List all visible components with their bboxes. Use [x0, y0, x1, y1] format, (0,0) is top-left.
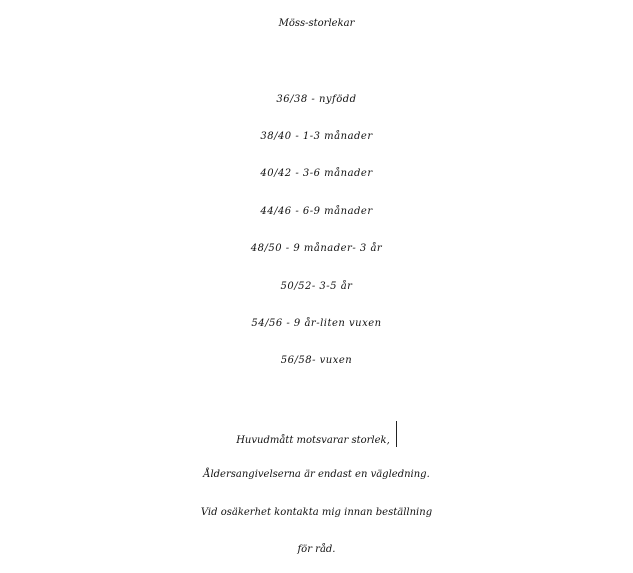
- size-row: 36/38 - nyfödd: [276, 94, 357, 105]
- note-line: [0, 421, 633, 458]
- note-line: Vid osäkerhet kontakta mig innan beställning: [200, 507, 433, 518]
- size-row: 48/50 - 9 månader- 3 år: [250, 243, 383, 254]
- note-line: för råd.: [297, 544, 336, 555]
- size-row: 38/40 - 1-3 månader: [260, 131, 373, 142]
- note-line: Åldersangivelserna är endast en vägledning.: [203, 469, 430, 480]
- size-row: 40/42 - 3-6 månader: [260, 168, 373, 179]
- size-row: 56/58- vuxen: [280, 355, 353, 366]
- page-title: Möss-storlekar: [278, 18, 355, 29]
- size-row: 50/52- 3-5 år: [280, 281, 353, 292]
- text-cursor: [396, 421, 397, 447]
- size-row: 44/46 - 6-9 månader: [260, 206, 373, 217]
- note-text: Huvudmått motsvarar storlek,: [236, 435, 390, 446]
- size-row: 54/56 - 9 år-liten vuxen: [251, 318, 382, 329]
